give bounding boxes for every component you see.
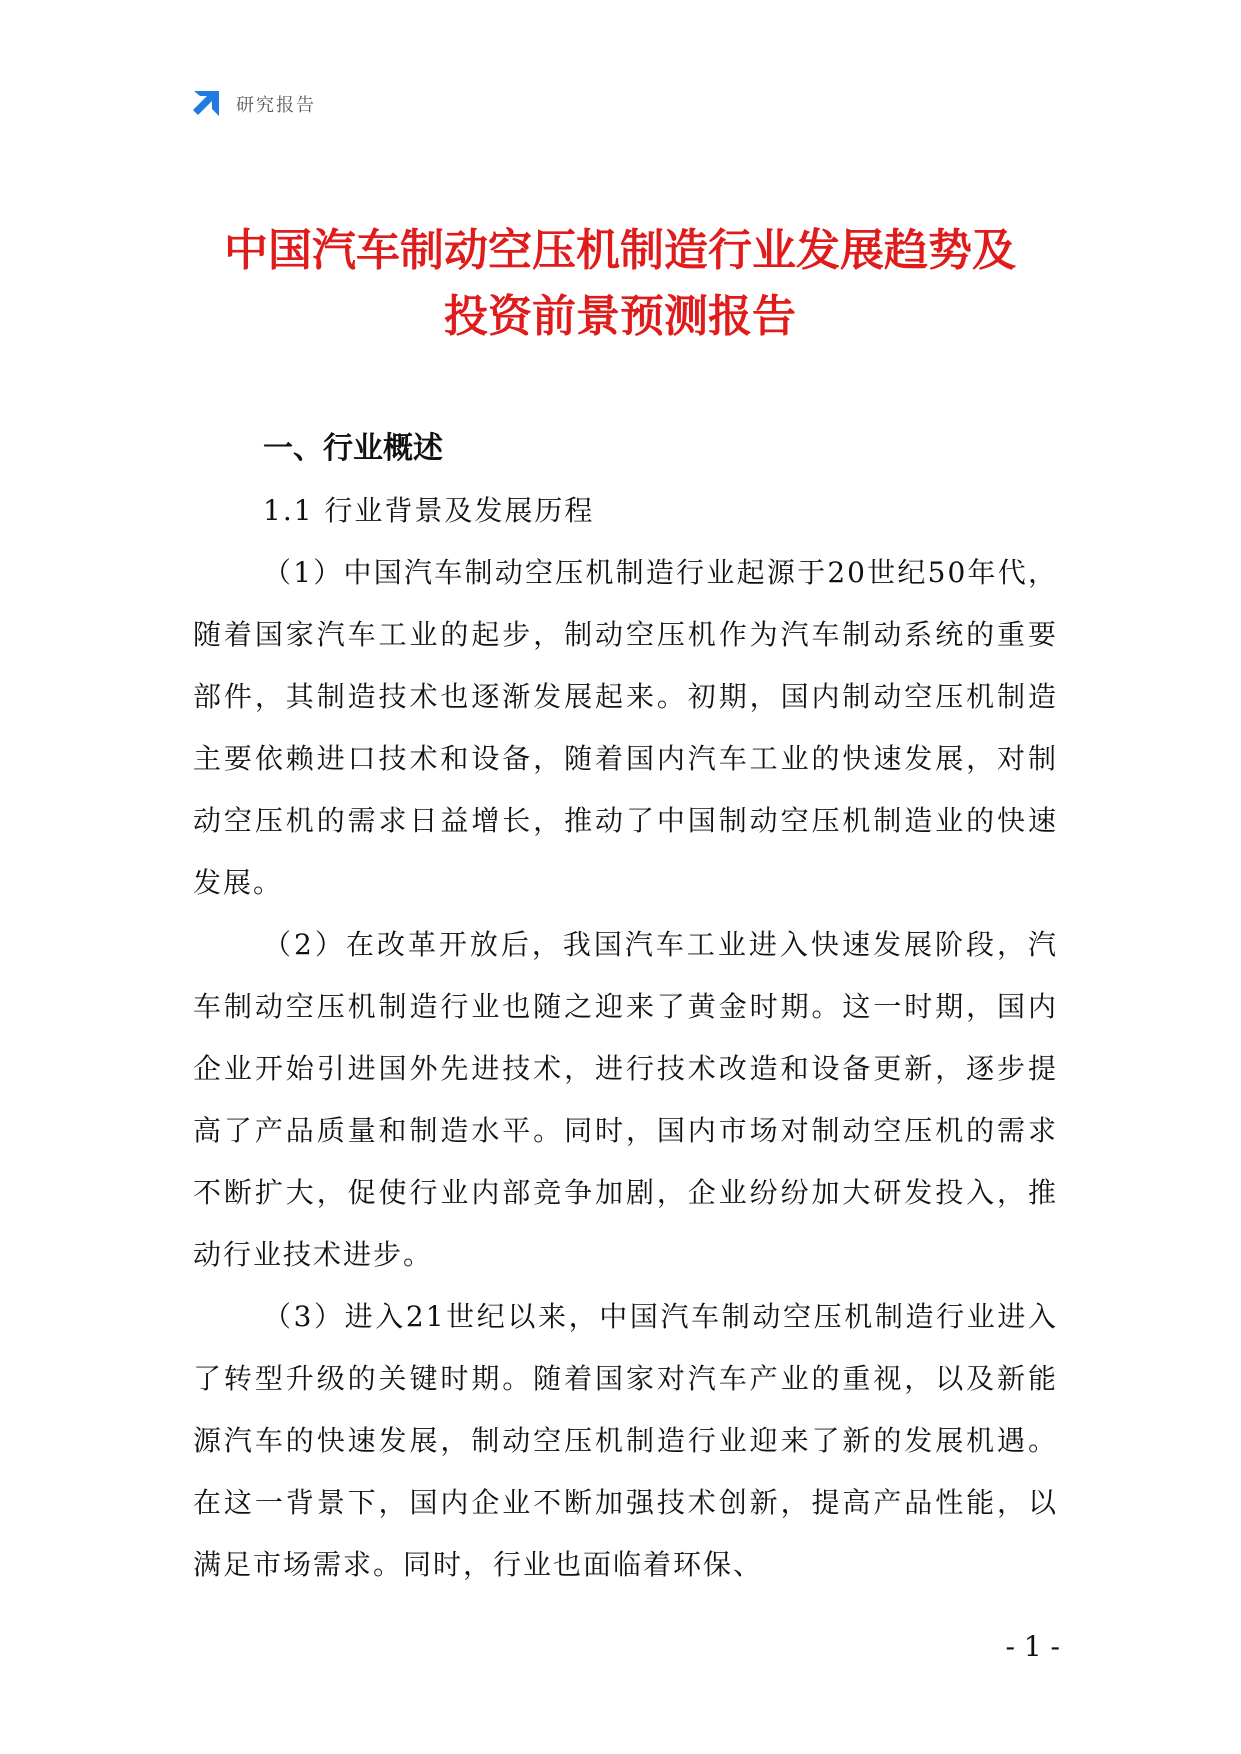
- paragraph-3: （3）进入21世纪以来，中国汽车制动空压机制造行业进入了转型升级的关键时期。随着国家对汽车产业的重视，以及新能源汽车的快速发展，制动空压机制造行业迎来了新的发展机遇。在这一背景下，国内企业不断加强技术创新，提高产品性能，以满足市场需求。同时，行业也面临着环保、: [193, 1300, 1058, 1581]
- title-line-2: 投资前景预测报告: [444, 291, 796, 342]
- arrow-up-right-icon: [190, 88, 222, 120]
- header-label: 研究报告: [236, 95, 316, 116]
- document-title: [150, 218, 1090, 350]
- paragraph-1: （1）中国汽车制动空压机制造行业起源于20世纪50年代，随着国家汽车工业的起步，制动空压机作为汽车制动系统的重要部件，其制造技术也逐渐发展起来。初期，国内制动空压机制造主要依赖进口技术和设备，随着国内汽车工业的快速发展，对制动空压机的需求日益增长，推动了中国制动空压机制造业的快速发展。: [193, 556, 1058, 899]
- subsection-heading: 1.1 行业背景及发展历程: [263, 494, 595, 527]
- page-number: - 1 -: [1005, 1630, 1060, 1663]
- document-body: [193, 418, 1058, 1596]
- paragraph-2: （2）在改革开放后，我国汽车工业进入快速发展阶段，汽车制动空压机制造行业也随之迎来了黄金时期。这一时期，国内企业开始引进国外先进技术，进行技术改造和设备更新，逐步提高了产品质量和制造水平。同时，国内市场对制动空压机的需求不断扩大，促使行业内部竞争加剧，企业纷纷加大研发投入，推动行业技术进步。: [193, 928, 1058, 1271]
- section-heading: 一、行业概述: [263, 431, 443, 466]
- page-header: [190, 88, 316, 120]
- title-line-1: 中国汽车制动空压机制造行业发展趋势及: [224, 225, 1016, 276]
